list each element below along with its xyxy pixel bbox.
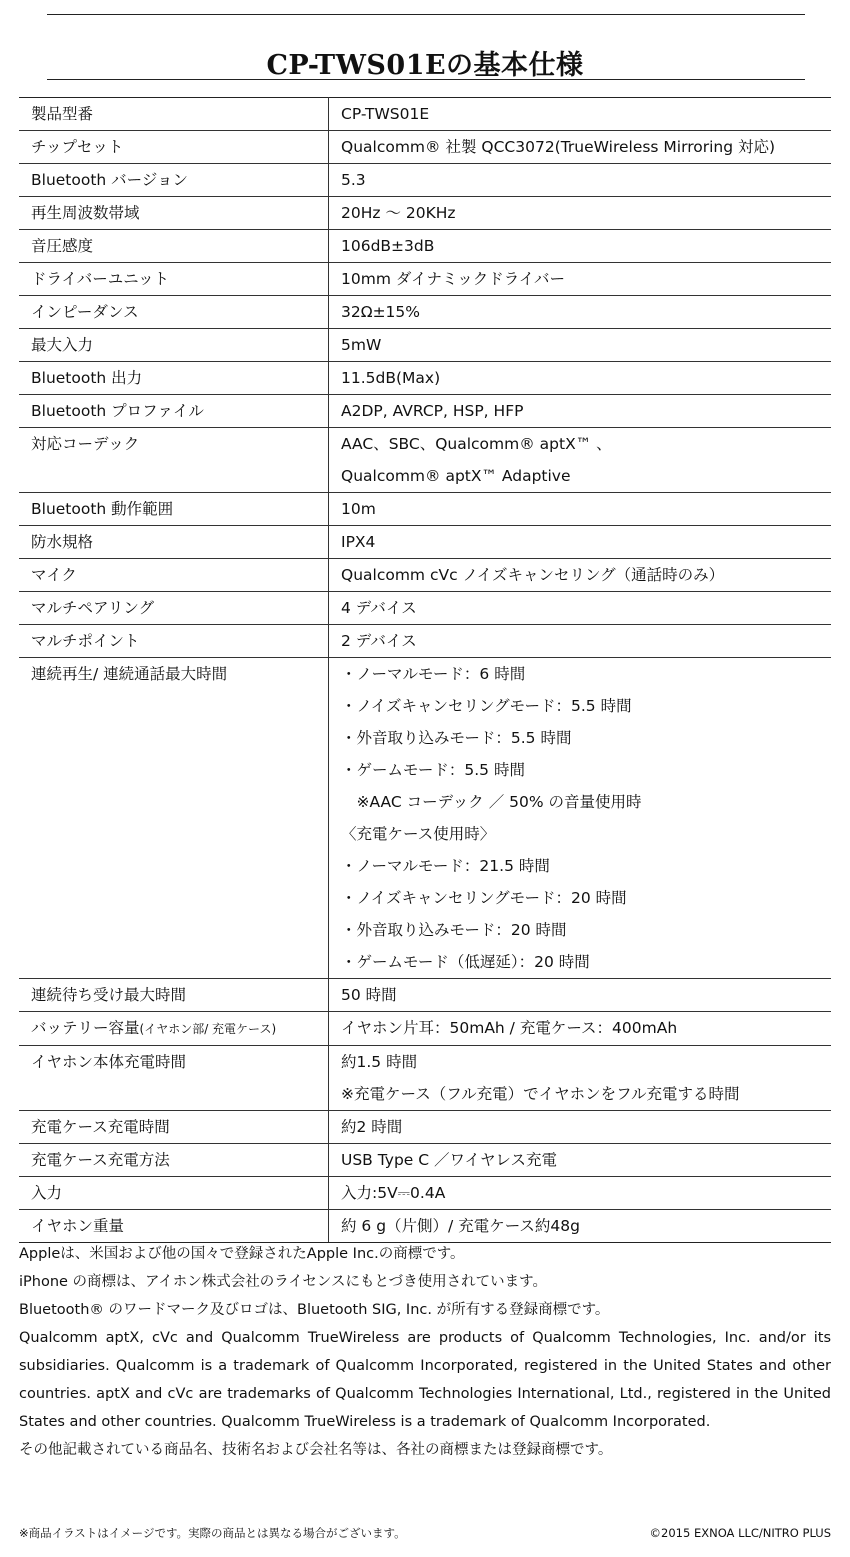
spec-label-cell bbox=[19, 428, 329, 493]
spec-table bbox=[19, 97, 831, 1243]
note-apple: Appleは、米国および他の国々で登録されたApple Inc.の商標です。 bbox=[19, 1246, 465, 1262]
spec-value: ※AAC コーデック ／ 50% の音量使用時 bbox=[341, 793, 642, 811]
spec-label-cell bbox=[19, 658, 329, 979]
spec-label: 再生周波数帯域 bbox=[31, 204, 140, 222]
spec-value-cell bbox=[329, 1144, 832, 1177]
spec-row bbox=[19, 625, 831, 658]
spec-label-cell bbox=[19, 1111, 329, 1144]
spec-label-cell bbox=[19, 230, 329, 263]
spec-value-cell bbox=[329, 1177, 832, 1210]
spec-value-cell bbox=[329, 230, 832, 263]
spec-value-cell bbox=[329, 979, 832, 1012]
spec-row bbox=[19, 362, 831, 395]
note-other: その他記載されている商品名、技術名および会社名等は、各社の商標または登録商標です。 bbox=[19, 1442, 613, 1458]
spec-row bbox=[19, 1012, 831, 1046]
spec-label: Bluetooth 出力 bbox=[31, 369, 143, 387]
spec-label: Bluetooth プロファイル bbox=[31, 402, 204, 420]
spec-value: 11.5dB(Max) bbox=[341, 369, 441, 387]
spec-label: 防水規格 bbox=[31, 533, 94, 551]
spec-row bbox=[19, 493, 831, 526]
spec-label: 音圧感度 bbox=[31, 237, 94, 255]
spec-label: マルチポイント bbox=[31, 632, 140, 650]
spec-label-cell bbox=[19, 592, 329, 625]
spec-row bbox=[19, 658, 831, 979]
spec-row bbox=[19, 395, 831, 428]
spec-label: 最大入力 bbox=[31, 336, 94, 354]
spec-row bbox=[19, 98, 831, 131]
spec-value: 〈充電ケース使用時〉 bbox=[341, 825, 496, 843]
spec-value: 入力:5V⎓0.4A bbox=[341, 1184, 446, 1202]
spec-value: 50 時間 bbox=[341, 986, 397, 1004]
title-top-rule bbox=[47, 14, 805, 15]
spec-value-cell bbox=[329, 592, 832, 625]
spec-row bbox=[19, 329, 831, 362]
spec-row bbox=[19, 559, 831, 592]
spec-label-cell bbox=[19, 493, 329, 526]
spec-value: 20Hz 〜 20KHz bbox=[341, 204, 456, 222]
spec-label-cell bbox=[19, 164, 329, 197]
spec-label: マイク bbox=[31, 566, 77, 584]
spec-value: ・ノイズキャンセリングモード：5.5 時間 bbox=[341, 697, 632, 715]
page-title: CP-TWS01Eの基本仕様 bbox=[266, 50, 584, 82]
spec-label-cell bbox=[19, 98, 329, 131]
spec-value: ・ゲームモード：5.5 時間 bbox=[341, 761, 525, 779]
spec-value: ・外音取り込みモード：5.5 時間 bbox=[341, 729, 572, 747]
spec-row bbox=[19, 131, 831, 164]
spec-value-cell bbox=[329, 1046, 832, 1111]
spec-value: 約1.5 時間 bbox=[341, 1053, 418, 1071]
spec-label: イヤホン重量 bbox=[31, 1217, 125, 1235]
note-qualcomm: Qualcomm aptX, cVc and Qualcomm TrueWireless are products of Qualcomm Technologies, Inc. and/or its subsidiaries. Qualcomm is a trademark of Qualcomm Incorporated, registered in the United States and other countries. aptX and cVc are trademarks of Qualcomm Technologies International, Ltd., registered in the United States and other countries. Qualcomm TrueWireless is a trademark of Qualcomm Incorporated. bbox=[19, 1330, 831, 1430]
spec-row bbox=[19, 1177, 831, 1210]
note-iphone: iPhone の商標は、アイホン株式会社のライセンスにもとづき使用されています。 bbox=[19, 1274, 547, 1290]
spec-label-cell bbox=[19, 1210, 329, 1243]
spec-value: 5.3 bbox=[341, 171, 366, 189]
spec-label-cell bbox=[19, 1177, 329, 1210]
footer-copyright: ©2015 EXNOA LLC/NITRO PLUS bbox=[649, 1526, 831, 1540]
spec-value-cell bbox=[329, 164, 832, 197]
spec-value-cell bbox=[329, 98, 832, 131]
spec-label: 製品型番 bbox=[31, 105, 94, 123]
spec-label-cell bbox=[19, 526, 329, 559]
spec-value: 2 デバイス bbox=[341, 632, 417, 650]
spec-value: Qualcomm® aptX™ Adaptive bbox=[341, 467, 571, 485]
spec-label-cell bbox=[19, 296, 329, 329]
footer-disclaimer: ※商品イラストはイメージです。実際の商品とは異なる場合がございます。 bbox=[19, 1526, 406, 1540]
spec-label-cell bbox=[19, 559, 329, 592]
spec-label-cell bbox=[19, 395, 329, 428]
spec-value-cell bbox=[329, 625, 832, 658]
spec-value: CP-TWS01E bbox=[341, 105, 430, 123]
spec-label-cell bbox=[19, 131, 329, 164]
spec-value: Qualcomm® 社製 QCC3072(TrueWireless Mirroring 対応) bbox=[341, 138, 776, 156]
note-bluetooth: Bluetooth® のワードマーク及びロゴは、Bluetooth SIG, Inc. が所有する登録商標です。 bbox=[19, 1302, 610, 1318]
spec-value: ※充電ケース（フル充電）でイヤホンをフル充電する時間 bbox=[341, 1085, 740, 1103]
spec-value: 10m bbox=[341, 500, 376, 518]
title-bottom-rule bbox=[47, 79, 805, 80]
spec-value: ・ゲームモード（低遅延）：20 時間 bbox=[341, 953, 590, 971]
spec-value-cell bbox=[329, 1012, 832, 1046]
spec-value: 5mW bbox=[341, 336, 382, 354]
spec-row bbox=[19, 164, 831, 197]
spec-value-cell bbox=[329, 428, 832, 493]
spec-label-cell bbox=[19, 979, 329, 1012]
spec-label-cell bbox=[19, 362, 329, 395]
spec-value-cell bbox=[329, 526, 832, 559]
spec-value: 106dB±3dB bbox=[341, 237, 435, 255]
spec-value-cell bbox=[329, 296, 832, 329]
spec-value: 10mm ダイナミックドライバー bbox=[341, 270, 565, 288]
spec-value: ・ノイズキャンセリングモード：20 時間 bbox=[341, 889, 627, 907]
spec-value: 32Ω±15% bbox=[341, 303, 421, 321]
spec-value: AAC、SBC、Qualcomm® aptX™ 、 bbox=[341, 435, 612, 453]
spec-label: イヤホン本体充電時間 bbox=[31, 1053, 187, 1071]
spec-value-cell bbox=[329, 362, 832, 395]
spec-value: A2DP, AVRCP, HSP, HFP bbox=[341, 402, 524, 420]
spec-value-cell bbox=[329, 131, 832, 164]
spec-label: 連続待ち受け最大時間 bbox=[31, 986, 187, 1004]
spec-row bbox=[19, 979, 831, 1012]
spec-label-cell bbox=[19, 1046, 329, 1111]
spec-value: ・ノーマルモード：21.5 時間 bbox=[341, 857, 550, 875]
spec-value-cell bbox=[329, 329, 832, 362]
spec-row bbox=[19, 1144, 831, 1177]
spec-value: ・ノーマルモード：6 時間 bbox=[341, 665, 526, 683]
spec-label-cell bbox=[19, 263, 329, 296]
spec-label: Bluetooth 動作範囲 bbox=[31, 500, 174, 518]
spec-row bbox=[19, 526, 831, 559]
spec-label: チップセット bbox=[31, 138, 124, 156]
spec-value-cell bbox=[329, 1210, 832, 1243]
spec-row bbox=[19, 428, 831, 493]
spec-row bbox=[19, 296, 831, 329]
spec-value-cell bbox=[329, 658, 832, 979]
spec-label-note: (イヤホン部/ 充電ケース) bbox=[139, 1022, 277, 1036]
spec-label-cell bbox=[19, 197, 329, 230]
spec-label-cell bbox=[19, 1144, 329, 1177]
spec-row bbox=[19, 197, 831, 230]
spec-value: IPX4 bbox=[341, 533, 376, 551]
spec-row bbox=[19, 1210, 831, 1243]
spec-label: 充電ケース充電時間 bbox=[31, 1118, 170, 1136]
spec-table-body bbox=[19, 98, 831, 1243]
spec-value: Qualcomm cVc ノイズキャンセリング（通話時のみ） bbox=[341, 566, 725, 584]
spec-row bbox=[19, 1046, 831, 1111]
spec-label-cell bbox=[19, 625, 329, 658]
spec-label-cell bbox=[19, 329, 329, 362]
spec-value: 約 6 g（片側）/ 充電ケース約48g bbox=[341, 1217, 580, 1235]
spec-value-cell bbox=[329, 559, 832, 592]
spec-value-cell bbox=[329, 263, 832, 296]
spec-value: 4 デバイス bbox=[341, 599, 417, 617]
spec-value-cell bbox=[329, 1111, 832, 1144]
spec-value-cell bbox=[329, 395, 832, 428]
footer bbox=[19, 1524, 831, 1542]
spec-value: ・外音取り込みモード：20 時間 bbox=[341, 921, 567, 939]
spec-value: イヤホン片耳：50mAh / 充電ケース：400mAh bbox=[341, 1019, 678, 1037]
spec-label: 入力 bbox=[31, 1184, 63, 1202]
spec-label: バッテリー容量 bbox=[31, 1019, 140, 1037]
spec-label: マルチペアリング bbox=[31, 599, 155, 617]
spec-row bbox=[19, 230, 831, 263]
spec-row bbox=[19, 1111, 831, 1144]
spec-value: USB Type C ／ワイヤレス充電 bbox=[341, 1151, 557, 1169]
spec-label: 充電ケース充電方法 bbox=[31, 1151, 170, 1169]
spec-row bbox=[19, 263, 831, 296]
spec-label-cell bbox=[19, 1012, 329, 1046]
spec-label: 対応コーデック bbox=[31, 435, 140, 453]
spec-row bbox=[19, 592, 831, 625]
spec-label: Bluetooth バージョン bbox=[31, 171, 189, 189]
spec-label: インピーダンス bbox=[31, 303, 139, 321]
spec-label: 連続再生/ 連続通話最大時間 bbox=[31, 665, 228, 683]
spec-value-cell bbox=[329, 197, 832, 230]
spec-label: ドライバーユニット bbox=[31, 270, 170, 288]
spec-value: 約2 時間 bbox=[341, 1118, 403, 1136]
trademark-notes bbox=[19, 1240, 831, 1464]
spec-value-cell bbox=[329, 493, 832, 526]
